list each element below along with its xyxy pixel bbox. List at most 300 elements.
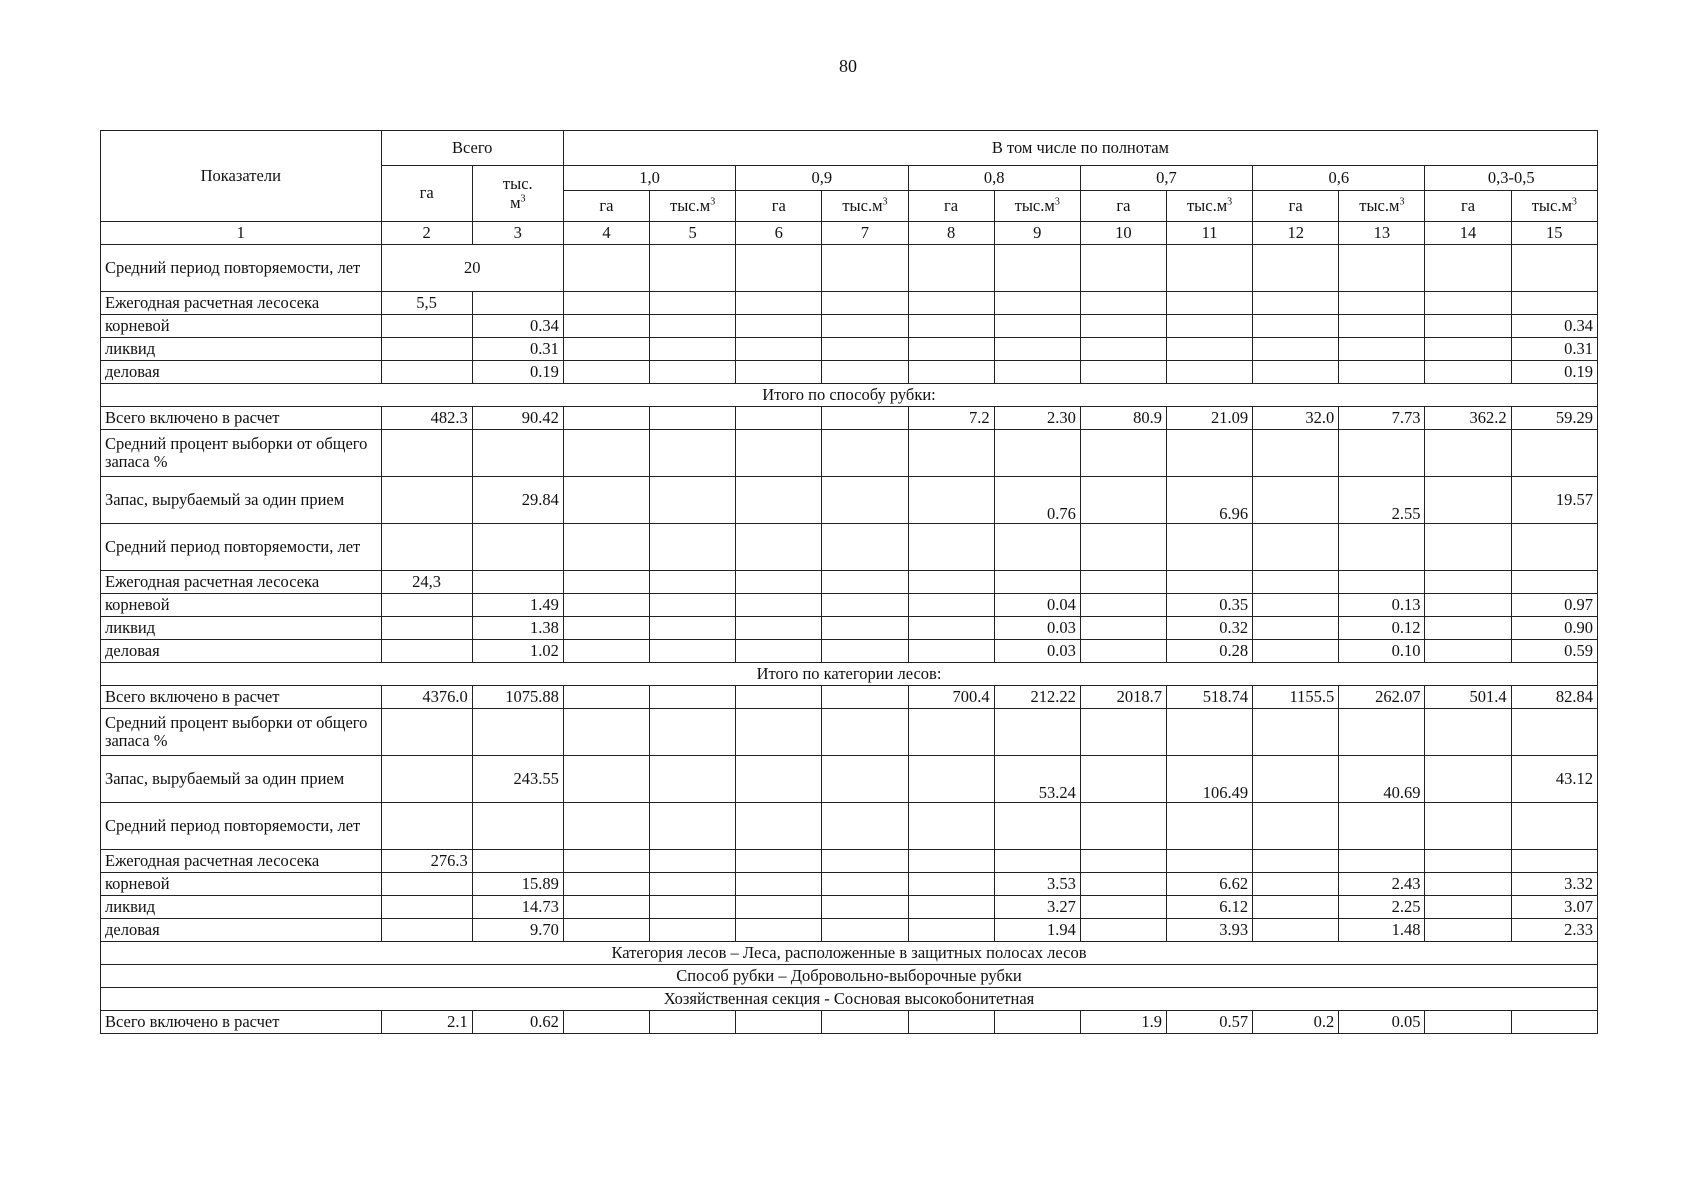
table-cell	[1080, 617, 1166, 640]
table-body	[101, 245, 1598, 1034]
table-cell: 0.2	[1253, 1011, 1339, 1034]
table-cell	[1080, 524, 1166, 571]
table-cell	[822, 617, 908, 640]
table-cell	[1253, 873, 1339, 896]
header-total-ha: га	[381, 166, 472, 222]
column-number: 7	[822, 222, 908, 245]
table-cell: 1.94	[994, 919, 1080, 942]
table-cell	[1080, 245, 1166, 292]
table-cell	[650, 919, 736, 942]
page-number: 80	[839, 56, 857, 76]
table-cell	[736, 640, 822, 663]
table-cell	[1253, 617, 1339, 640]
table-cell: 0.12	[1339, 617, 1425, 640]
table-cell	[822, 361, 908, 384]
header-unit-ha: га	[908, 191, 994, 222]
table-cell	[563, 594, 649, 617]
table-cell: 0.03	[994, 640, 1080, 663]
table-cell	[472, 524, 563, 571]
row-label: Средний период повторяемости, лет	[101, 524, 382, 571]
table-cell	[1511, 850, 1597, 873]
table-cell	[1425, 850, 1511, 873]
table-cell	[908, 919, 994, 942]
merged-total-cell: 20	[381, 245, 563, 292]
table-cell	[1425, 338, 1511, 361]
table-cell	[563, 896, 649, 919]
row-label: ликвид	[101, 617, 382, 640]
table-cell: 1.02	[472, 640, 563, 663]
table-cell	[1425, 245, 1511, 292]
table-cell	[1166, 430, 1252, 477]
table-cell	[1166, 361, 1252, 384]
table-cell: 0.90	[1511, 617, 1597, 640]
header-total-volume: тыс. $м^3$	[472, 166, 563, 222]
table-cell	[381, 315, 472, 338]
table-cell	[1425, 1011, 1511, 1034]
table-cell	[736, 245, 822, 292]
table-cell	[908, 594, 994, 617]
row-label: Запас, вырубаемый за один прием	[101, 477, 382, 524]
table-cell	[1425, 361, 1511, 384]
table-cell	[908, 477, 994, 524]
row-label: корневой	[101, 315, 382, 338]
table-cell	[908, 617, 994, 640]
header-density: 0,7	[1080, 166, 1252, 191]
table-row	[101, 756, 1598, 803]
table-cell	[1253, 850, 1339, 873]
table-cell	[822, 407, 908, 430]
table-row	[101, 524, 1598, 571]
table-cell	[650, 361, 736, 384]
section-row	[101, 942, 1598, 965]
column-number: 9	[994, 222, 1080, 245]
table-cell: 0.57	[1166, 1011, 1252, 1034]
table-cell	[1425, 315, 1511, 338]
table-cell	[822, 245, 908, 292]
table-cell: 80.9	[1080, 407, 1166, 430]
table-cell	[650, 407, 736, 430]
table-cell: 15.89	[472, 873, 563, 896]
row-label: Ежегодная расчетная лесосека	[101, 850, 382, 873]
table-cell: 3.27	[994, 896, 1080, 919]
table-cell: 3.53	[994, 873, 1080, 896]
table-cell	[822, 896, 908, 919]
table-cell	[1080, 709, 1166, 756]
row-label: деловая	[101, 640, 382, 663]
table-cell	[650, 850, 736, 873]
column-number: 10	[1080, 222, 1166, 245]
table-cell	[381, 756, 472, 803]
table-cell	[1339, 338, 1425, 361]
section-title: Способ рубки – Добровольно-выборочные рубки	[101, 965, 1598, 988]
table-cell: 0.62	[472, 1011, 563, 1034]
table-cell: 1.38	[472, 617, 563, 640]
table-cell	[1166, 292, 1252, 315]
table-cell	[1080, 315, 1166, 338]
table-cell	[822, 756, 908, 803]
section-row	[101, 384, 1598, 407]
table-cell	[994, 803, 1080, 850]
header-unit-volume: $тыс.м^3$	[994, 191, 1080, 222]
table-cell	[1080, 850, 1166, 873]
table-cell	[908, 873, 994, 896]
table-cell	[994, 361, 1080, 384]
table-cell: 32.0	[1253, 407, 1339, 430]
table-cell	[1080, 756, 1166, 803]
table-cell	[908, 361, 994, 384]
table-cell: 29.84	[472, 477, 563, 524]
table-cell	[1425, 594, 1511, 617]
table-cell	[563, 315, 649, 338]
table-cell	[1339, 524, 1425, 571]
table-cell	[650, 594, 736, 617]
row-label: Всего включено в расчет	[101, 407, 382, 430]
table-cell	[650, 477, 736, 524]
table-cell	[1253, 524, 1339, 571]
table-cell: 482.3	[381, 407, 472, 430]
table-cell	[650, 803, 736, 850]
table-cell: 0.76	[994, 477, 1080, 524]
table-cell: 40.69	[1339, 756, 1425, 803]
table-cell	[381, 873, 472, 896]
table-cell	[472, 709, 563, 756]
table-cell: 6.12	[1166, 896, 1252, 919]
table-cell: 106.49	[1166, 756, 1252, 803]
table-cell	[822, 1011, 908, 1034]
table-cell	[822, 919, 908, 942]
table-cell	[1253, 292, 1339, 315]
table-cell	[563, 430, 649, 477]
table-cell	[994, 850, 1080, 873]
column-number: 13	[1339, 222, 1425, 245]
table-cell: 1.48	[1339, 919, 1425, 942]
table-cell	[1253, 919, 1339, 942]
table-cell	[1339, 430, 1425, 477]
table-cell	[1339, 571, 1425, 594]
row-label: Средний процент выборки от общего запаса %	[101, 430, 382, 477]
table-cell	[381, 919, 472, 942]
table-cell	[822, 686, 908, 709]
table-cell	[736, 524, 822, 571]
table-cell: 5,5	[381, 292, 472, 315]
table-cell	[822, 709, 908, 756]
table-cell	[1253, 245, 1339, 292]
forest-calculation-table	[100, 130, 1598, 1034]
table-cell	[736, 873, 822, 896]
table-cell	[1080, 338, 1166, 361]
header-density: 0,8	[908, 166, 1080, 191]
table-cell	[563, 919, 649, 942]
table-cell	[1080, 896, 1166, 919]
table-cell	[381, 803, 472, 850]
table-cell	[1253, 315, 1339, 338]
table-cell: 2.33	[1511, 919, 1597, 942]
table-cell	[1253, 756, 1339, 803]
table-row	[101, 850, 1598, 873]
table-cell	[650, 709, 736, 756]
table-cell	[563, 1011, 649, 1034]
table-cell: 7.2	[908, 407, 994, 430]
table-cell	[1425, 896, 1511, 919]
table-cell	[563, 709, 649, 756]
table-cell	[822, 850, 908, 873]
table-cell	[908, 803, 994, 850]
row-label: корневой	[101, 873, 382, 896]
column-number: 11	[1166, 222, 1252, 245]
table-cell	[908, 896, 994, 919]
table-cell	[994, 1011, 1080, 1034]
table-cell	[822, 594, 908, 617]
table-row	[101, 594, 1598, 617]
table-cell	[1253, 640, 1339, 663]
row-label: ликвид	[101, 338, 382, 361]
header-unit-volume: $тыс.м^3$	[1339, 191, 1425, 222]
table-cell	[563, 803, 649, 850]
table-cell	[1253, 709, 1339, 756]
table-cell	[1253, 361, 1339, 384]
table-cell: 0.10	[1339, 640, 1425, 663]
table-cell	[381, 361, 472, 384]
table-cell	[650, 756, 736, 803]
table-cell: 0.04	[994, 594, 1080, 617]
table-row	[101, 407, 1598, 430]
table-cell: 3.93	[1166, 919, 1252, 942]
table-cell	[1166, 850, 1252, 873]
table-cell: 0.59	[1511, 640, 1597, 663]
table-cell	[1425, 477, 1511, 524]
table-row	[101, 803, 1598, 850]
table-cell: 24,3	[381, 571, 472, 594]
table-cell: 0.31	[1511, 338, 1597, 361]
table-cell: 4376.0	[381, 686, 472, 709]
column-number: 8	[908, 222, 994, 245]
header-density: 0,9	[736, 166, 908, 191]
table-cell	[1511, 524, 1597, 571]
table-cell	[381, 430, 472, 477]
table-cell	[650, 617, 736, 640]
row-label: Всего включено в расчет	[101, 686, 382, 709]
table-cell	[994, 430, 1080, 477]
table-cell	[1425, 756, 1511, 803]
table-cell: 700.4	[908, 686, 994, 709]
table-cell: 7.73	[1339, 407, 1425, 430]
table-cell: 0.35	[1166, 594, 1252, 617]
table-cell	[994, 245, 1080, 292]
table-cell: 2.43	[1339, 873, 1425, 896]
table-cell	[381, 709, 472, 756]
table-cell	[1080, 430, 1166, 477]
table-cell: 19.57	[1511, 477, 1597, 524]
table-cell	[563, 524, 649, 571]
table-cell	[908, 1011, 994, 1034]
table-cell	[381, 477, 472, 524]
column-number: 12	[1253, 222, 1339, 245]
table-cell: 243.55	[472, 756, 563, 803]
table-cell: 0.32	[1166, 617, 1252, 640]
table-row	[101, 477, 1598, 524]
table-cell	[563, 873, 649, 896]
table-row	[101, 640, 1598, 663]
table-cell	[736, 407, 822, 430]
table-cell	[822, 873, 908, 896]
table-cell: 90.42	[472, 407, 563, 430]
header-by-density: В том числе по полнотам	[563, 131, 1597, 166]
table-cell	[563, 850, 649, 873]
table-cell: 276.3	[381, 850, 472, 873]
table-cell	[1166, 315, 1252, 338]
table-cell	[736, 896, 822, 919]
table-cell: 6.96	[1166, 477, 1252, 524]
table-cell: 1155.5	[1253, 686, 1339, 709]
row-label: Всего включено в расчет	[101, 1011, 382, 1034]
table-cell	[736, 571, 822, 594]
section-title: Итого по категории лесов:	[101, 663, 1598, 686]
table-cell	[650, 686, 736, 709]
table-cell	[736, 686, 822, 709]
table-cell	[650, 873, 736, 896]
table-cell	[650, 315, 736, 338]
table-cell	[1425, 709, 1511, 756]
table-cell	[822, 338, 908, 361]
table-cell	[650, 338, 736, 361]
row-label: Средний период повторяемости, лет	[101, 245, 382, 292]
table-cell	[1080, 571, 1166, 594]
table-cell	[1166, 803, 1252, 850]
table-cell	[736, 338, 822, 361]
table-cell	[908, 292, 994, 315]
table-cell	[736, 292, 822, 315]
table-cell	[1511, 803, 1597, 850]
header-unit-volume: $тыс.м^3$	[650, 191, 736, 222]
table-cell	[1080, 873, 1166, 896]
table-cell	[381, 338, 472, 361]
table-cell: 1.49	[472, 594, 563, 617]
header-unit-volume: $тыс.м^3$	[1511, 191, 1597, 222]
table-cell	[1080, 640, 1166, 663]
table-cell: 2.55	[1339, 477, 1425, 524]
table-row	[101, 292, 1598, 315]
table-cell	[1425, 873, 1511, 896]
table-cell	[994, 524, 1080, 571]
column-number: 4	[563, 222, 649, 245]
table-cell	[736, 803, 822, 850]
column-number: 6	[736, 222, 822, 245]
table-cell	[1425, 803, 1511, 850]
table-cell	[736, 1011, 822, 1034]
table-row	[101, 896, 1598, 919]
table-cell	[908, 245, 994, 292]
table-cell: 0.31	[472, 338, 563, 361]
table-cell	[381, 640, 472, 663]
table-cell: 53.24	[994, 756, 1080, 803]
table-cell	[1425, 292, 1511, 315]
table-cell: 0.13	[1339, 594, 1425, 617]
table-cell	[822, 292, 908, 315]
table-cell: 518.74	[1166, 686, 1252, 709]
table-row	[101, 709, 1598, 756]
row-label: Средний период повторяемости, лет	[101, 803, 382, 850]
table-cell	[563, 686, 649, 709]
table-cell	[1511, 292, 1597, 315]
header-unit-ha: га	[1253, 191, 1339, 222]
table-cell	[381, 524, 472, 571]
table-cell: 59.29	[1511, 407, 1597, 430]
table-cell	[908, 850, 994, 873]
table-cell	[1166, 524, 1252, 571]
table-cell	[822, 477, 908, 524]
column-numbers-row	[101, 222, 1598, 245]
table-cell: 2.25	[1339, 896, 1425, 919]
table-cell	[1339, 709, 1425, 756]
table-cell	[650, 1011, 736, 1034]
table-cell: 0.03	[994, 617, 1080, 640]
table-row	[101, 686, 1598, 709]
table-cell	[472, 803, 563, 850]
table-cell	[908, 315, 994, 338]
table-cell: 212.22	[994, 686, 1080, 709]
header-unit-volume: $тыс.м^3$	[1166, 191, 1252, 222]
table-cell	[1253, 477, 1339, 524]
table-cell	[822, 524, 908, 571]
row-label: Ежегодная расчетная лесосека	[101, 292, 382, 315]
table-cell	[1425, 571, 1511, 594]
table-row	[101, 571, 1598, 594]
header-unit-volume: $тыс.м^3$	[822, 191, 908, 222]
table-cell	[563, 292, 649, 315]
table-cell	[1080, 594, 1166, 617]
table-cell	[381, 617, 472, 640]
table-cell	[1339, 850, 1425, 873]
header-total: Всего	[381, 131, 563, 166]
table-cell	[1253, 338, 1339, 361]
table-cell	[1425, 640, 1511, 663]
table-cell	[1511, 709, 1597, 756]
header-indicators: Показатели	[101, 131, 382, 222]
table-cell	[1425, 430, 1511, 477]
table-cell	[563, 756, 649, 803]
table-row	[101, 1011, 1598, 1034]
column-number: 2	[381, 222, 472, 245]
column-number: 3	[472, 222, 563, 245]
table-cell: 2018.7	[1080, 686, 1166, 709]
table-cell: 1075.88	[472, 686, 563, 709]
table-cell	[1339, 361, 1425, 384]
table-row	[101, 430, 1598, 477]
table-cell: 0.19	[1511, 361, 1597, 384]
header-unit-ha: га	[1425, 191, 1511, 222]
table-cell: 82.84	[1511, 686, 1597, 709]
table-cell	[1339, 292, 1425, 315]
table-row	[101, 245, 1598, 292]
table-row	[101, 361, 1598, 384]
table-cell	[994, 292, 1080, 315]
table-cell	[994, 709, 1080, 756]
table-cell	[908, 709, 994, 756]
table-cell	[1425, 617, 1511, 640]
table-cell	[472, 571, 563, 594]
table-cell	[822, 640, 908, 663]
column-number: 15	[1511, 222, 1597, 245]
table-cell	[736, 756, 822, 803]
section-title: Категория лесов – Леса, расположенные в защитных полосах лесов	[101, 942, 1598, 965]
table-cell	[1339, 315, 1425, 338]
table-cell	[908, 571, 994, 594]
table-cell	[1339, 803, 1425, 850]
table-cell	[1166, 571, 1252, 594]
table-cell: 362.2	[1425, 407, 1511, 430]
table-row	[101, 338, 1598, 361]
table-cell	[1253, 571, 1339, 594]
